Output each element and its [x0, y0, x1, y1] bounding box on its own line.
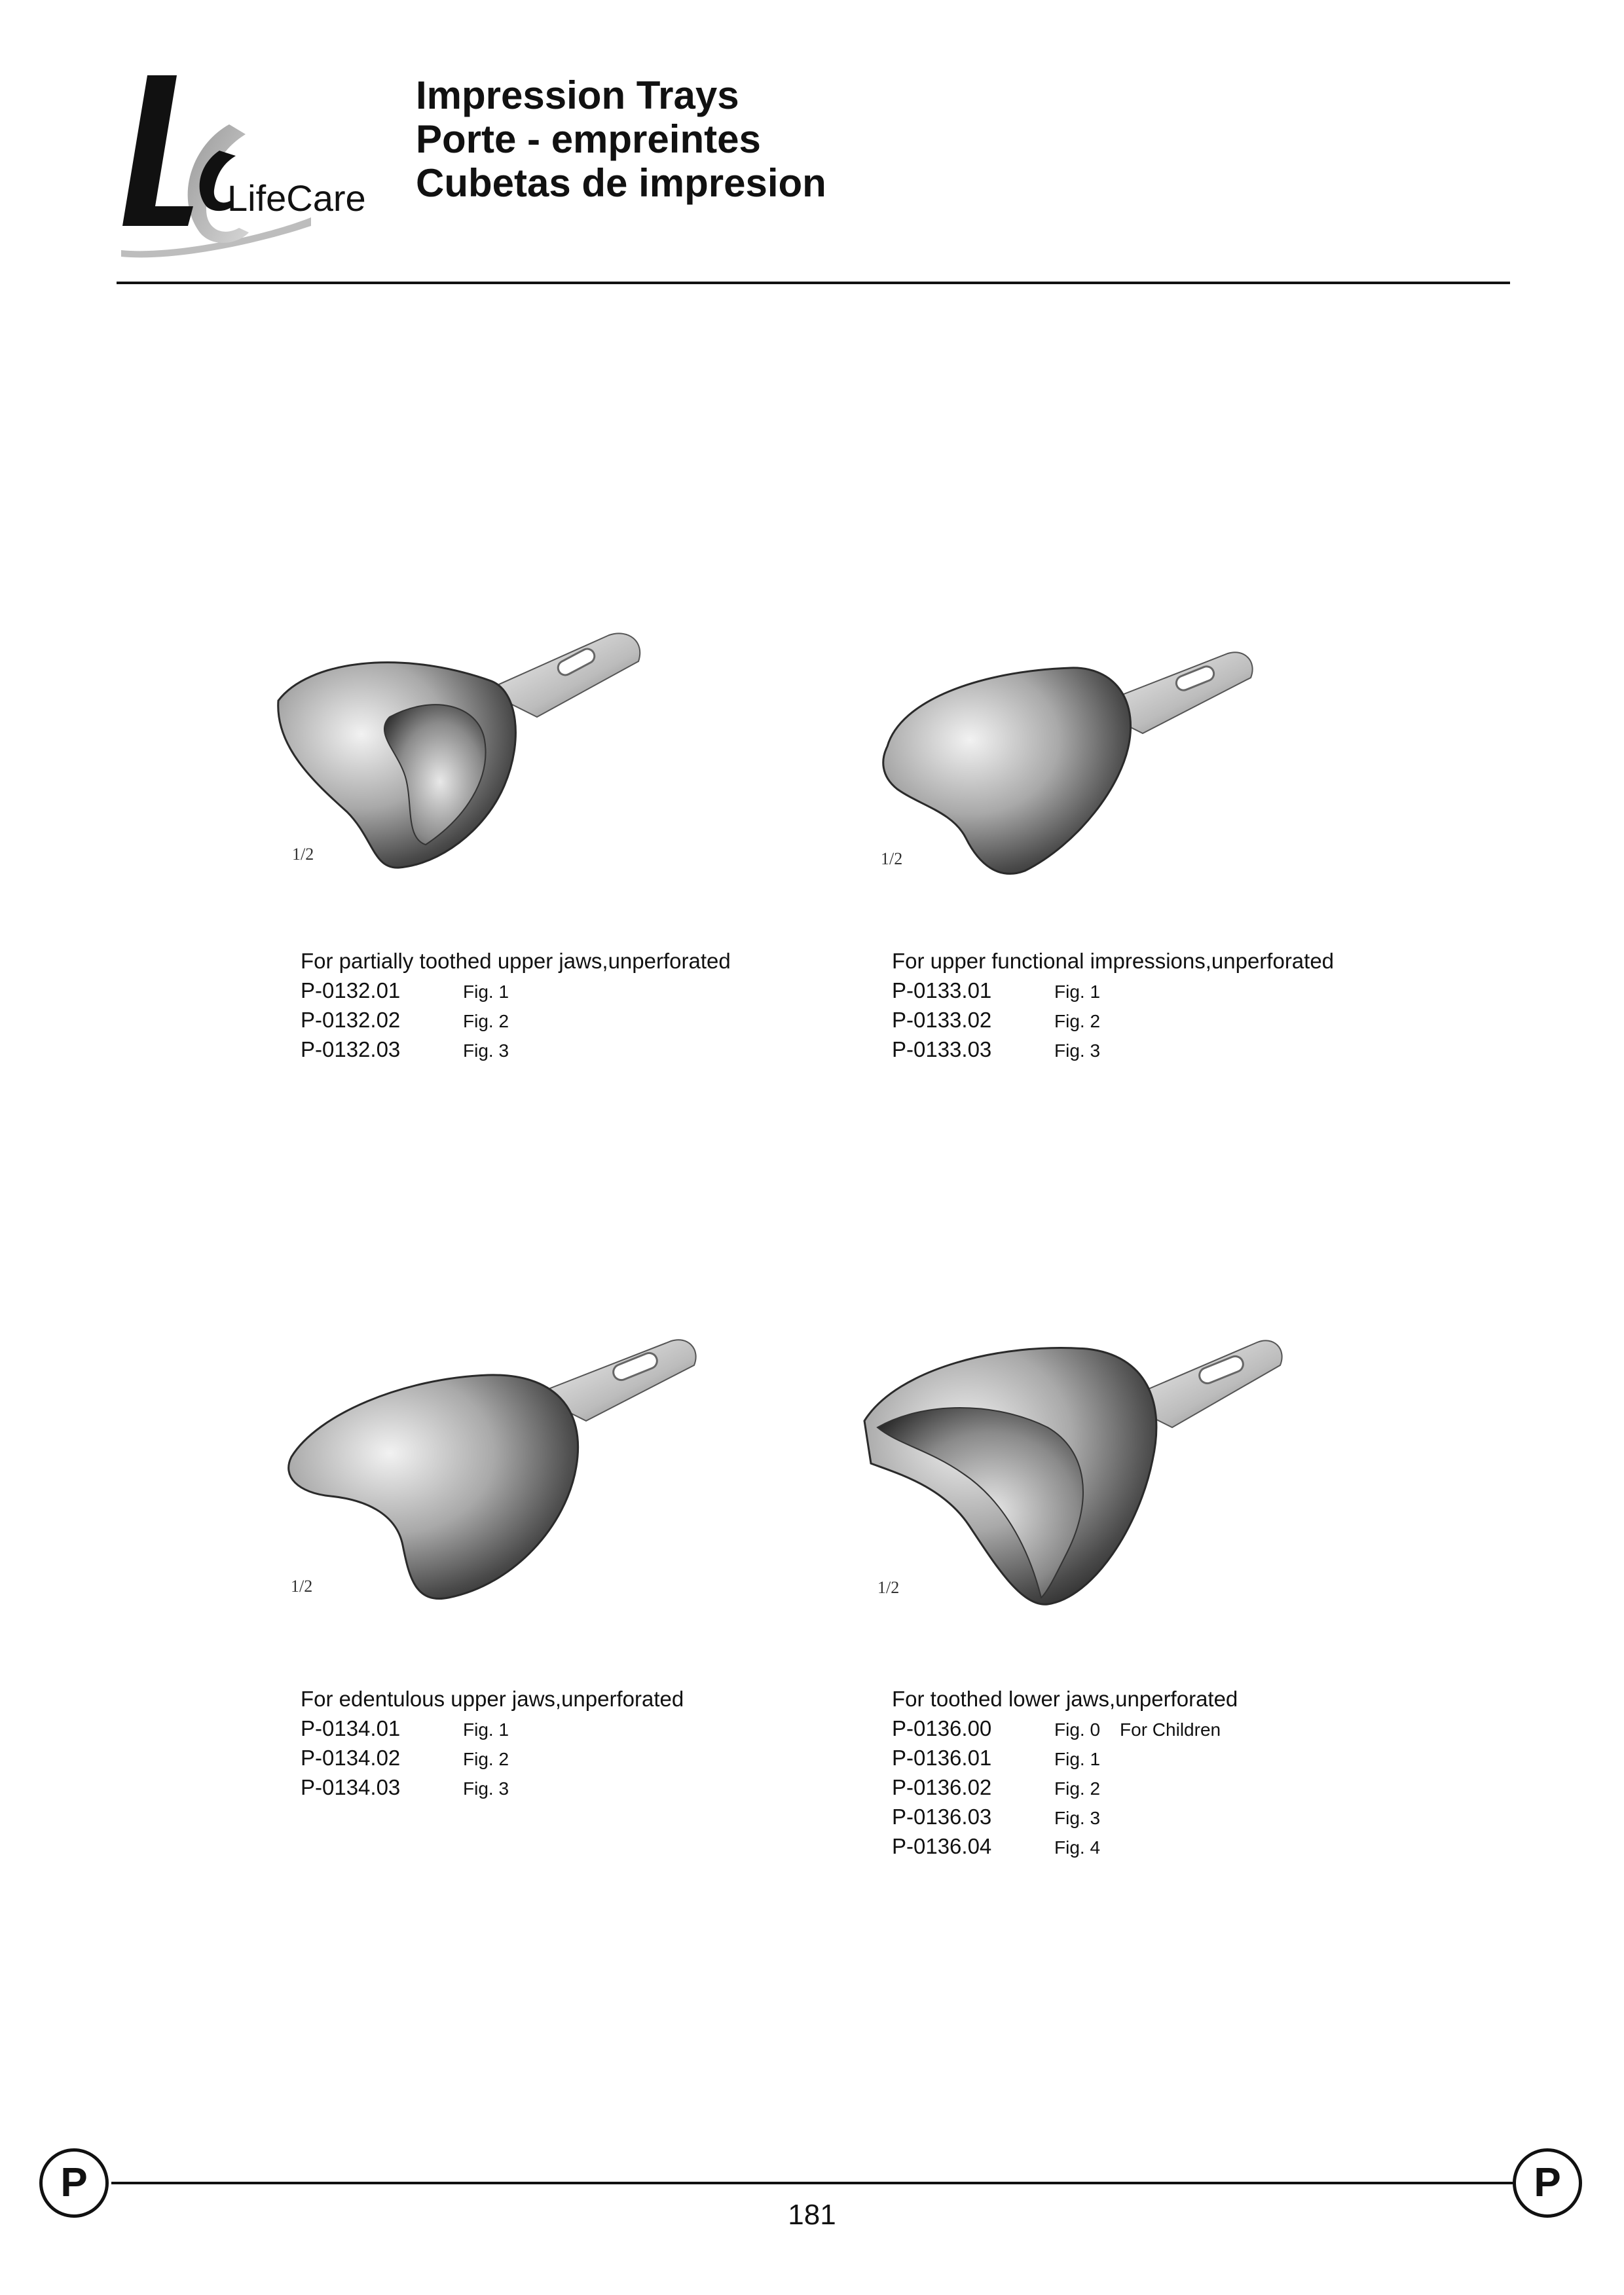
scale-note: 1/2	[881, 849, 903, 868]
product-code: P-0133.03	[892, 1037, 992, 1061]
list-item	[892, 1772, 1238, 1802]
product-caption-0136	[892, 1684, 1238, 1861]
figure-ref: Fig. 3	[463, 1778, 509, 1799]
product-note: For Children	[1120, 1719, 1221, 1740]
tray-image-upper-functional	[874, 648, 1267, 884]
product-description: For toothed lower jaws,unperforated	[892, 1687, 1238, 1711]
product-caption-0133	[892, 946, 1334, 1064]
title-french: Porte - empreintes	[416, 117, 761, 161]
section-badge-right: P	[1513, 2148, 1582, 2218]
figure-ref: Fig. 3	[1054, 1808, 1101, 1828]
product-code: P-0134.02	[301, 1746, 401, 1770]
header-rule	[117, 282, 1510, 284]
figure-ref: Fig. 2	[1054, 1011, 1101, 1031]
product-code: P-0136.03	[892, 1805, 992, 1829]
list-item	[892, 1005, 1334, 1035]
product-code: P-0132.01	[301, 978, 401, 1002]
list-item	[301, 1772, 684, 1802]
figure-ref: Fig. 1	[463, 1719, 509, 1740]
list-item	[892, 1831, 1238, 1861]
title-english: Impression Trays	[416, 73, 739, 117]
list-item	[301, 1743, 684, 1772]
list-item	[892, 1743, 1238, 1772]
list-item	[892, 1714, 1238, 1743]
figure-ref: Fig. 2	[463, 1011, 509, 1031]
tray-image-partially-toothed-upper	[268, 629, 661, 884]
figure-ref: Fig. 2	[1054, 1778, 1101, 1799]
product-description: For edentulous upper jaws,unperforated	[301, 1687, 684, 1711]
product-code: P-0134.03	[301, 1775, 401, 1799]
figure-ref: Fig. 1	[463, 982, 509, 1002]
product-code: P-0132.02	[301, 1008, 401, 1032]
product-code: P-0136.02	[892, 1775, 992, 1799]
product-caption-0132	[301, 946, 731, 1064]
scale-note: 1/2	[877, 1578, 900, 1597]
section-badge-left: P	[39, 2148, 109, 2218]
list-item	[892, 1802, 1238, 1831]
product-description: For upper functional impressions,unperforated	[892, 949, 1335, 973]
product-code: P-0133.02	[892, 1008, 992, 1032]
figure-ref: Fig. 2	[463, 1749, 509, 1769]
scale-note: 1/2	[292, 845, 314, 864]
product-code: P-0134.01	[301, 1716, 401, 1740]
page-number: 181	[788, 2199, 836, 2231]
page-titles	[416, 73, 826, 205]
list-item	[892, 976, 1334, 1005]
product-code: P-0136.01	[892, 1746, 992, 1770]
list-item	[892, 1035, 1334, 1064]
product-code: P-0136.00	[892, 1716, 992, 1740]
scale-note: 1/2	[291, 1577, 313, 1596]
title-spanish: Cubetas de impresion	[416, 161, 826, 205]
product-code: P-0133.01	[892, 978, 992, 1002]
product-description: For partially toothed upper jaws,unperforated	[301, 949, 731, 973]
lifecare-logo	[115, 72, 377, 262]
footer-rule	[111, 2182, 1513, 2184]
product-code: P-0132.03	[301, 1037, 401, 1061]
figure-ref: Fig. 3	[1054, 1040, 1101, 1061]
logo-wordmark: LifeCare	[227, 177, 366, 219]
figure-ref: Fig. 1	[1054, 1749, 1101, 1769]
product-caption-0134	[301, 1684, 684, 1802]
product-code: P-0136.04	[892, 1834, 992, 1858]
tray-image-edentulous-upper	[278, 1336, 704, 1617]
figure-ref: Fig. 4	[1054, 1837, 1101, 1858]
figure-ref: Fig. 3	[463, 1040, 509, 1061]
list-item	[301, 1005, 731, 1035]
figure-ref: Fig. 0	[1054, 1719, 1101, 1740]
list-item	[301, 976, 731, 1005]
list-item	[301, 1035, 731, 1064]
figure-ref: Fig. 1	[1054, 982, 1101, 1002]
list-item	[301, 1714, 684, 1743]
tray-image-toothed-lower	[858, 1329, 1283, 1617]
